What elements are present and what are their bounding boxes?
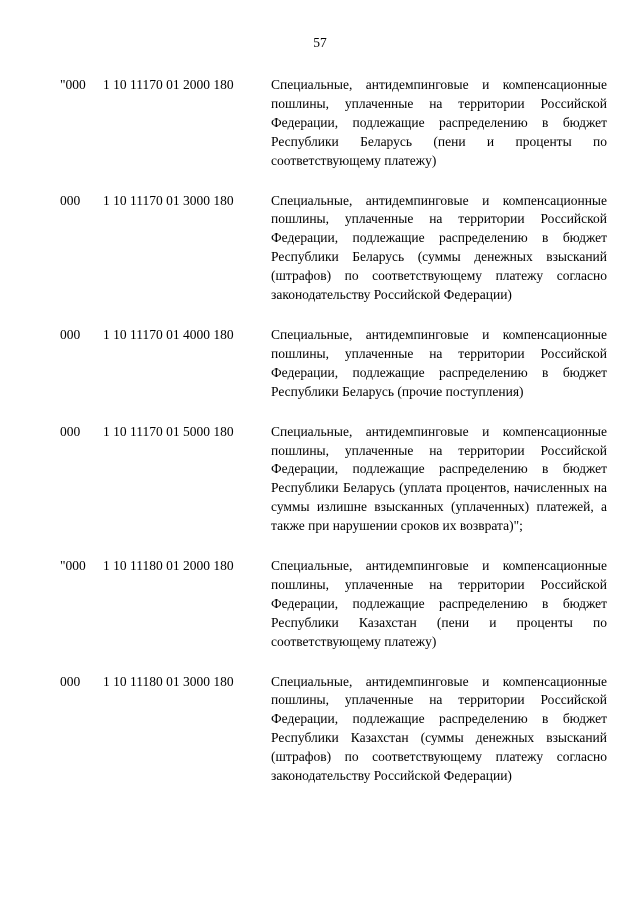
- budget-classification-code: 1 10 11170 01 2000 180: [103, 77, 234, 92]
- admin-code: 000: [60, 423, 81, 439]
- list-item: [0, 76, 640, 171]
- income-description: Специальные, антидемпинговые и компенсационные пошлины, уплаченные на территории Российской Федерации, подлежащие распределению в бюджет Республики Казахстан (пени и проценты по соответствующему платежу): [271, 558, 607, 649]
- income-description: Специальные, антидемпинговые и компенсационные пошлины, уплаченные на территории Российской Федерации, подлежащие распределению в бюджет Республики Беларусь (прочие поступления): [271, 326, 607, 399]
- budget-code-list: [0, 76, 640, 786]
- income-description: Специальные, антидемпинговые и компенсационные пошлины, уплаченные на территории Российской Федерации, подлежащие распределению в бюджет Республики Беларусь (суммы денежных взысканий (штрафов) по соответствующему платежу согласно законодательству Российской Федерации): [271, 192, 607, 303]
- income-description: Специальные, антидемпинговые и компенсационные пошлины, уплаченные на территории Российской Федерации, подлежащие распределению в бюджет Республики Беларусь (пени и проценты по соответствующему платежу): [271, 77, 607, 168]
- list-item: [0, 423, 640, 536]
- budget-classification-code: 1 10 11170 01 4000 180: [103, 326, 234, 342]
- income-description: Специальные, антидемпинговые и компенсационные пошлины, уплаченные на территории Российской Федерации, подлежащие распределению в бюджет Республики Беларусь (уплата процентов, начисленных на суммы излишне взысканных (уплаченных) платежей, а также при нарушении сроков их возврата)";: [271, 423, 607, 534]
- list-item: [0, 326, 640, 402]
- list-item: [0, 192, 640, 305]
- income-description: Специальные, антидемпинговые и компенсационные пошлины, уплаченные на территории Российской Федерации, подлежащие распределению в бюджет Республики Казахстан (суммы денежных взысканий (штрафов) по соответствующему платежу согласно законодательству Российской Федерации): [271, 673, 607, 784]
- admin-code: 000: [60, 326, 81, 342]
- budget-classification-code: 1 10 11170 01 3000 180: [103, 192, 234, 208]
- admin-code: "000: [60, 558, 86, 574]
- list-item: [0, 557, 640, 652]
- budget-classification-code: 1 10 11170 01 5000 180: [103, 423, 234, 439]
- admin-code: 000: [60, 673, 81, 689]
- admin-code: 000: [60, 192, 81, 208]
- list-item: [0, 673, 640, 786]
- budget-classification-code: 1 10 11180 01 2000 180: [103, 558, 234, 574]
- page-number: 57: [313, 35, 327, 50]
- budget-classification-code: 1 10 11180 01 3000 180: [103, 673, 234, 689]
- admin-code: "000: [60, 77, 86, 92]
